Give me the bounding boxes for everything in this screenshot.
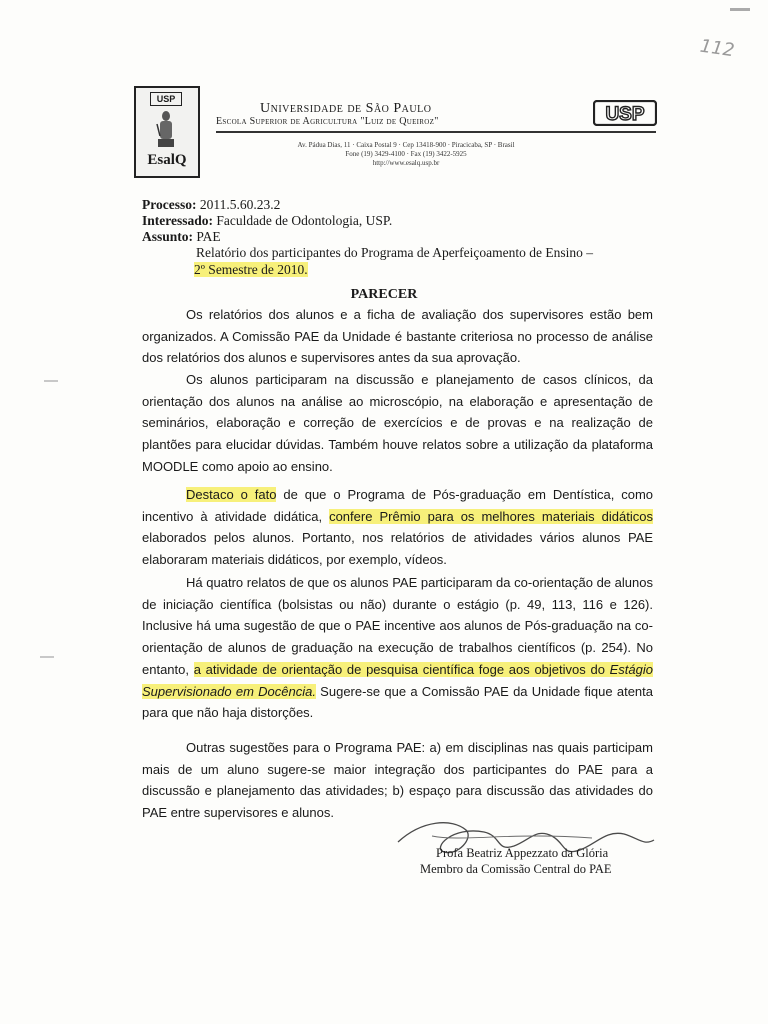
section-heading: PARECER: [350, 287, 418, 302]
logo-usp-mark: USP: [150, 92, 182, 106]
usp-logo-text: USP: [605, 104, 645, 125]
paragraph-4: [142, 572, 653, 724]
logo-esalq-text: EsalQ: [147, 152, 187, 168]
highlight-orientacao: a atividade de orientação de pesquisa científica foge aos objetivos do: [193, 661, 610, 677]
processo-row: [142, 197, 280, 213]
paragraph-4-text-a: Há quatro relatos de que os alunos PAE participaram da co-orientação de alunos de iniciação científica (bolsistas ou não) durante o estágio (p. 49, 113, 116 e 126). Inclusive há uma sugestão de que o PAE incentive aos alunos de Pós-graduação na co-orientação de alunos de graduação na execução de trabalhos científicos (p. 254). No entanto,: [142, 575, 653, 677]
signatory-name: Profa Beatriz Appezzato da Glória: [436, 846, 609, 860]
margin-page-number: 112: [698, 35, 736, 62]
university-title: Universidade de São Paulo: [260, 101, 432, 116]
paragraph-3-text-a: de que o Programa de Pós-graduação em Dentística, como incentivo à atividade didática,: [142, 487, 654, 524]
assunto-value: PAE: [196, 229, 221, 244]
esalq-logo: [134, 86, 200, 178]
paragraph-3-text-b: elaborados pelos alunos. Portanto, nos relatórios de atividades vários alunos PAE elaboraram materiais didáticos, por exemplo, vídeos.: [142, 530, 653, 568]
assunto-label: Assunto:: [142, 229, 194, 244]
processo-label: Processo:: [142, 197, 197, 212]
assunto-row: [142, 229, 221, 245]
paragraph-1-text: Os relatórios dos alunos e a ficha de avaliação dos supervisores estão bem organizados. A Comissão PAE da Unidade é bastante criteriosa no processo de análise dos relatórios dos alunos e supervisores antes da sua aprovação.: [142, 307, 653, 366]
highlight-estagio: Estágio Supervisionado em Docência.: [142, 661, 653, 699]
paragraph-2: [142, 369, 653, 478]
scan-edge-mark: [40, 656, 54, 658]
scan-edge-mark: [44, 380, 58, 382]
assunto-semester: [194, 262, 308, 278]
paragraph-1: [142, 304, 653, 369]
processo-value: 2011.5.60.23.2: [199, 197, 281, 212]
assunto-description: Relatório dos participantes do Programa de Aperfeiçoamento de Ensino –: [196, 245, 594, 260]
school-title: Escola Superior de Agricultura "Luiz de Queiroz": [216, 116, 439, 127]
interessado-row: [142, 213, 392, 229]
address-line: Av. Pádua Dias, 11 · Caixa Postal 9 · Cep 13418-900 · Piracicaba, SP · Brasil: [297, 141, 515, 149]
paragraph-5-text: Outras sugestões para o Programa PAE: a) em disciplinas nas quais participam mais de um aluno sugere-se maior integração dos participantes do PAE para a discussão e planejamento das atividades; b) espaço para discussão das atividades do PAE entre supervisores e alunos.: [142, 740, 653, 821]
paragraph-4-text-b: Sugere-se que a Comissão PAE da Unidade fique atenta para que não haja distorções.: [142, 683, 653, 721]
interessado-label: Interessado:: [142, 213, 214, 228]
usp-logo-icon: [593, 100, 657, 126]
signatory-role: Membro da Comissão Central do PAE: [420, 862, 612, 876]
paragraph-5: [142, 737, 653, 824]
paragraph-3: [142, 484, 653, 571]
scan-mark: [730, 8, 750, 11]
interessado-value: Faculdade de Odontologia, USP.: [216, 213, 393, 228]
header-divider: [216, 131, 656, 133]
highlight-premio: confere Prêmio para os melhores materiais didáticos: [329, 508, 653, 524]
highlighted-semester: 2º Semestre de 2010.: [194, 262, 308, 277]
phone-line: Fone (19) 3429-4100 · Fax (19) 3422-5925: [345, 150, 467, 158]
website-line: http://www.esalq.usp.br: [372, 159, 440, 167]
statue-seal-icon: [154, 110, 178, 150]
highlight-destaco: Destaco o fato: [186, 487, 277, 502]
paragraph-2-text: Os alunos participaram na discussão e planejamento de casos clínicos, da orientação dos alunos na análise ao microscópio, na elaboração e apresentação de seminários, elaboração e correção de exercícios e de provas e na realização de plantões para elucidar dúvidas. Também houve relatos sobre a utilização da plataforma MOODLE como apoio ao ensino.: [142, 372, 653, 474]
